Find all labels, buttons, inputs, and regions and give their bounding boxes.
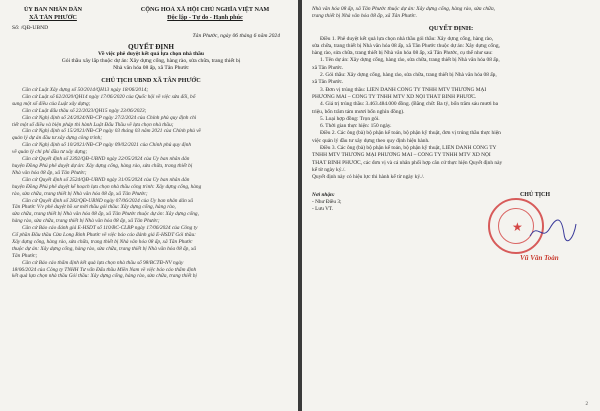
article-line-20: Quyết định này có hiệu lực thi hành kể từ ngày ký./. [312, 174, 425, 181]
ground-line-27: 18/06/2024 của Công ty TNHH Tư vấn Đấu thầu Miền Nam về việc báo cáo thẩm định [12, 266, 197, 273]
ground-line-8: quản lý dự án đầu tư xây dựng công trình; [12, 135, 103, 142]
article-line-15: việc quản lý đầu tư xây dựng theo quy định hiện hành. [312, 137, 430, 144]
decision-articles [312, 36, 590, 182]
document-header [12, 6, 290, 32]
signature-scribble-icon [528, 218, 578, 244]
ground-line-1: Căn cứ Luật Xây dựng số 50/2014/QH13 ngày 18/06/2014; [22, 87, 149, 93]
ground-line-10: về quản lý chi phí đầu tư xây dựng; [12, 149, 88, 156]
ground-line-24: thuộc dự án: Xây dựng cổng, hàng rào, sửa chữa, trang thiết bị Nhà văn hóa 08 ấp, xã [12, 245, 196, 252]
article-line-19: kể từ ngày ký./. [312, 166, 346, 173]
ground-line-9: Căn cứ Nghị định số 10/2021/NĐ-CP ngày 09/02/2021 của Chính phủ quy định [22, 142, 192, 149]
issuing-agency [12, 6, 94, 32]
article-line-14: Điều 2. Các ông (bà) bộ phận kế toán, bộ phận kỹ thuật, đơn vị trúng thầu thực hiện [320, 130, 501, 137]
article-line-12: 5. Loại hợp đồng: Trọn gói. [320, 115, 380, 122]
article-line-13: 6. Thời gian thực hiện: 150 ngày. [320, 123, 392, 130]
ground-line-21: Căn cứ Báo cáo đánh giá E-HSDT số 110/BC-CLBP ngày 17/06/2024 của Công ty [22, 225, 198, 232]
article-line-9: PHƯƠNG MAI – CÔNG TY TNHH MTV XD NỘI THẤT BÌNH PHƯỚC. [312, 93, 477, 100]
ground-line-17: Căn cứ Quyết định số 282/QĐ-UBND ngày 07/06/2024 của Ủy ban nhân dân xã [22, 197, 194, 204]
ground-line-6: tiết một số điều và biện pháp thi hành Luật Đấu Thầu về lựa chọn nhà thầu; [12, 121, 174, 128]
article-line-6: 2. Gói thầu: Xây dựng cổng, hàng rào, sửa chữa, trang thiết bị Nhà văn hóa 08 ấp, [320, 72, 497, 79]
document-page-2 [302, 0, 600, 411]
ground-line-13: Nhà văn hóa 08 ấp, xã Tân Phước; [12, 169, 87, 176]
recipient-1: - Như Điều 3; [312, 198, 342, 205]
signer-name: Vũ Văn Toàn [520, 253, 559, 262]
article-line-7: xã Tân Phước. [312, 79, 344, 86]
page-number: 2 [585, 402, 588, 407]
document-subtitle: Về việc phê duyệt kết quả lựa chọn nhà thầu [97, 51, 205, 57]
article-line-2: sửa chữa, trang thiết bị Nhà văn hóa 08 ấp, xã Tân Phước thuộc dự án: Xây dựng cổng, [312, 42, 500, 49]
continuation-text [312, 6, 590, 21]
ground-line-5: Căn cứ Nghị định số 24/2024/NĐ-CP ngày 27/2/2024 của Chính phủ quy định chi [22, 114, 197, 121]
ground-line-3: sung một số điều của Luật xây dựng; [12, 100, 91, 107]
ground-line-2: Căn cứ Luật số 62/2020/QH14 ngày 17/06/2020 của Quốc hội về việc sửa đổi, bổ [22, 93, 196, 100]
article-line-10: 4. Giá trị trúng thầu: 3.463.484.000 đồng. (Bằng chữ: Ba tỷ, bốn trăm sáu mươi ba [320, 101, 499, 108]
document-page-1 [0, 0, 298, 411]
recipients [312, 192, 422, 272]
ground-line-16: rào, sửa chữa, trang thiết bị Nhà văn hóa 08 ấp, xã Tân Phước; [12, 190, 148, 197]
subject-line-2: Nhà văn hóa 08 ấp, xã Tân Phước [113, 65, 189, 71]
national-motto: Độc lập - Tự do - Hạnh phúc [167, 14, 243, 21]
ground-line-22: Cổ phần Đầu thầu Cửa Long Bình Phước về việc báo cáo đánh giá E-HSDT Gói thầu: [12, 232, 196, 239]
signer [480, 192, 590, 272]
signer-title: CHỦ TỊCH [519, 191, 551, 198]
ground-line-25: Tân Phước; [12, 252, 38, 259]
article-line-4: 1. Tên dự án: Xây dựng cổng, hàng rào, sửa chữa, trang thiết bị Nhà văn hóa 08 ấp, [320, 57, 500, 64]
ground-line-15: huyện Đồng Phú phê duyệt kế hoạch lựa chọn nhà thầu công trình: Xây dựng cổng, hàng [12, 183, 202, 190]
subject-line-1: Gói thầu xây lắp thuộc dự án: Xây dựng cổng, hàng rào, sửa chữa, trang thiết bị [61, 58, 241, 64]
agency-line-1: ỦY BAN NHÂN DÂN [23, 6, 83, 13]
recipients-heading: Nơi nhận: [312, 191, 335, 198]
decision-title: QUYẾT ĐỊNH: [428, 24, 474, 32]
ground-line-14: Căn cứ Quyết định số 2524/QĐ-UBND ngày 31/05/2024 của Ủy ban nhân dân [22, 176, 190, 183]
document-number: Số: /QĐ-UBND [12, 25, 49, 31]
ground-line-4: Căn cứ Luật đấu thầu số 22/2023/QH15 ngày 23/06/2023; [22, 107, 147, 114]
national-heading [120, 6, 290, 32]
article-line-18: THẤT BÌNH PHƯỚC, các đơn vị và cá nhân phối hợp căn cứ thực hiện Quyết định này [312, 159, 503, 166]
ground-line-20: hàng rào, sửa chữa, trang thiết bị Nhà văn hóa 08 ấp, xã Tân Phước; [12, 218, 160, 225]
signature-block [312, 192, 590, 272]
recipient-2: - Lưu VT. [312, 205, 334, 212]
ground-line-19: sửa chữa, trang thiết bị Nhà văn hóa 08 ấp, xã Tân Phước thuộc dự án: Xây dựng cổng, [12, 211, 199, 218]
issuing-authority: CHỦ TỊCH UBND XÃ TÂN PHƯỚC [101, 77, 201, 84]
ground-line-28: kết quả lựa chọn nhà thầu Gói thầu: Xây dựng cổng, hàng rào, sửa chữa, trang thiết bị [12, 273, 197, 280]
article-line-5: xã Tân Phước. [312, 64, 344, 71]
official-seal-icon: ★ [488, 198, 544, 254]
legal-grounds [12, 87, 290, 280]
article-line-3: hàng rào, sửa chữa, trang thiết bị Nhà văn hóa 08 ấp, xã Tân Phước, cụ thể như sau: [312, 50, 493, 57]
ground-line-12: huyện Đồng Phú phê duyệt dự án: Xây dựng cổng, hàng rào, sửa chữa, trang thiết bị [12, 162, 193, 169]
ground-line-26: Căn cứ Báo cáo thẩm định kết quả lựa chọn nhà thầu số 98/BCTĐ-NV ngày [22, 259, 184, 266]
ground-line-11: Căn cứ Quyết định số 2392/QĐ-UBND ngày 22/05/2024 của Ủy ban nhân dân [22, 156, 190, 163]
document-title: QUYẾT ĐỊNH [128, 43, 174, 51]
agency-line-2: XÃ TÂN PHƯỚC [29, 14, 77, 21]
continuation-line-1: Nhà văn hóa 08 ấp, xã Tân Phước thuộc dự án: Xây dựng cổng, hàng rào, sửa chữa, [312, 6, 496, 12]
ground-line-7: Căn cứ Nghị định số 15/2021/NĐ-CP ngày 03 tháng 03 năm 2021 của Chính phủ về [22, 128, 201, 135]
article-line-17: TNHH MTV THƯƠNG MẠI PHƯƠNG MAI – CÔNG TY TNHH MTV XD NỘI [312, 152, 491, 159]
place-date: Tân Phước, ngày 06 tháng 6 năm 2024 [192, 33, 280, 39]
article-line-8: 3. Đơn vị trúng thầu: LIÊN DANH CÔNG TY TNHH MTV THƯƠNG MẠI [320, 86, 487, 93]
country-name: CỘNG HOÀ XÃ HỘI CHỦ NGHĨA VIỆT NAM [140, 6, 270, 13]
article-line-11: triệu, bốn trăm tám mươi bốn nghìn đồng). [312, 108, 405, 115]
continuation-line-2: trang thiết bị Nhà văn hóa 08 ấp, xã Tân Phước. [312, 13, 417, 20]
ground-line-23: Xây dựng cổng, hàng rào, sửa chữa, trang thiết bị Nhà văn hóa 08 ấp, xã Tân Phước [12, 238, 193, 245]
ground-line-18: Tân Phước V/v phê duyệt hồ sơ mời thầu gói thầu: Xây dựng cổng, hàng rào, [12, 204, 176, 211]
article-line-16: Điều 3. Các ông (bà) bộ phận kế toán, bộ phận kỹ thuật, LIÊN DANH CÔNG TY [320, 145, 497, 152]
article-line-1: Điều 1. Phê duyệt kết quả lựa chọn nhà thầu gói thầu: Xây dựng cổng, hàng rào, [320, 35, 494, 42]
